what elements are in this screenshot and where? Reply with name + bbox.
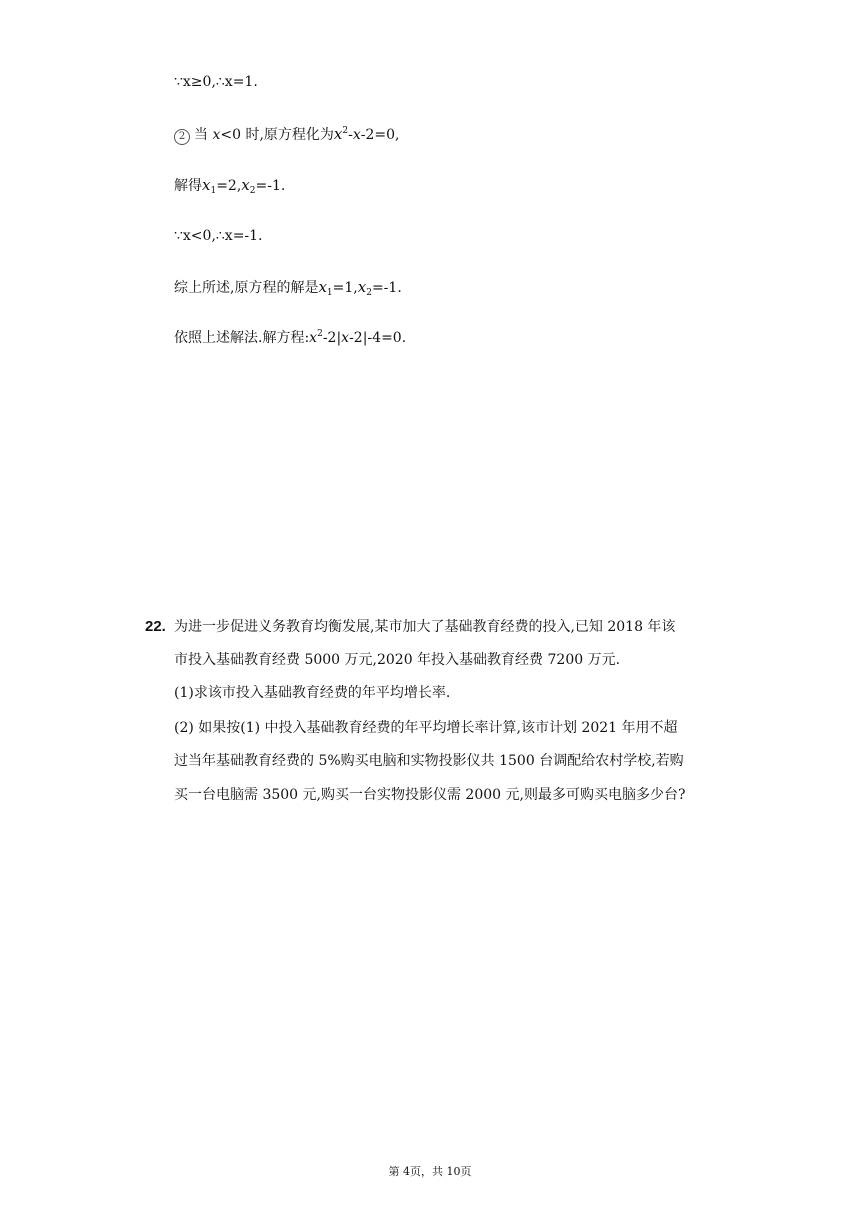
line-5: 综上所述,原方程的解是$x_1=1,x_2=-1$.: [174, 278, 402, 298]
page-footer: 第 4页，共 10页: [388, 1165, 472, 1178]
question-line-2: 市投入基础教育经费 5000 万元,2020 年投入基础教育经费 7200 万元.: [174, 652, 621, 668]
line-2: 2 当 x<0 时,原方程化为$x^2-x-2=0$,: [174, 125, 399, 145]
line-6: 依照上述解法.解方程$:x^2-2|x-2|-4=0$.: [174, 329, 407, 346]
circled-number: 2: [174, 129, 190, 145]
question-part-1: (1)求该市投入基础教育经费的年平均增长率.: [174, 685, 451, 701]
question-part-2-line-1: (2) 如果按(1) 中投入基础教育经费的年平均增长率计算,该市计划 2021 年用不超: [174, 720, 678, 736]
line-1: ∵x≥0,∴x=1.: [174, 74, 258, 90]
question-number: 22.: [145, 618, 166, 635]
question-part-2-line-3: 买一台电脑需 3500 元,购买一台实物投影仪需 2000 元,则最多可购买电脑多少台?: [174, 787, 686, 803]
question-part-2-line-2: 过当年基础教育经费的 5%购买电脑和实物投影仪共 1500 台调配给农村学校,若购: [174, 753, 684, 769]
line-4: ∵x<0,∴x=-1.: [174, 228, 263, 244]
line-3: 解得$x_1=2,x_2=-1$.: [174, 176, 286, 196]
question-line-1: 为进一步促进义务教育均衡发展,某市加大了基础教育经费的投入,已知 2018 年该: [174, 619, 676, 635]
